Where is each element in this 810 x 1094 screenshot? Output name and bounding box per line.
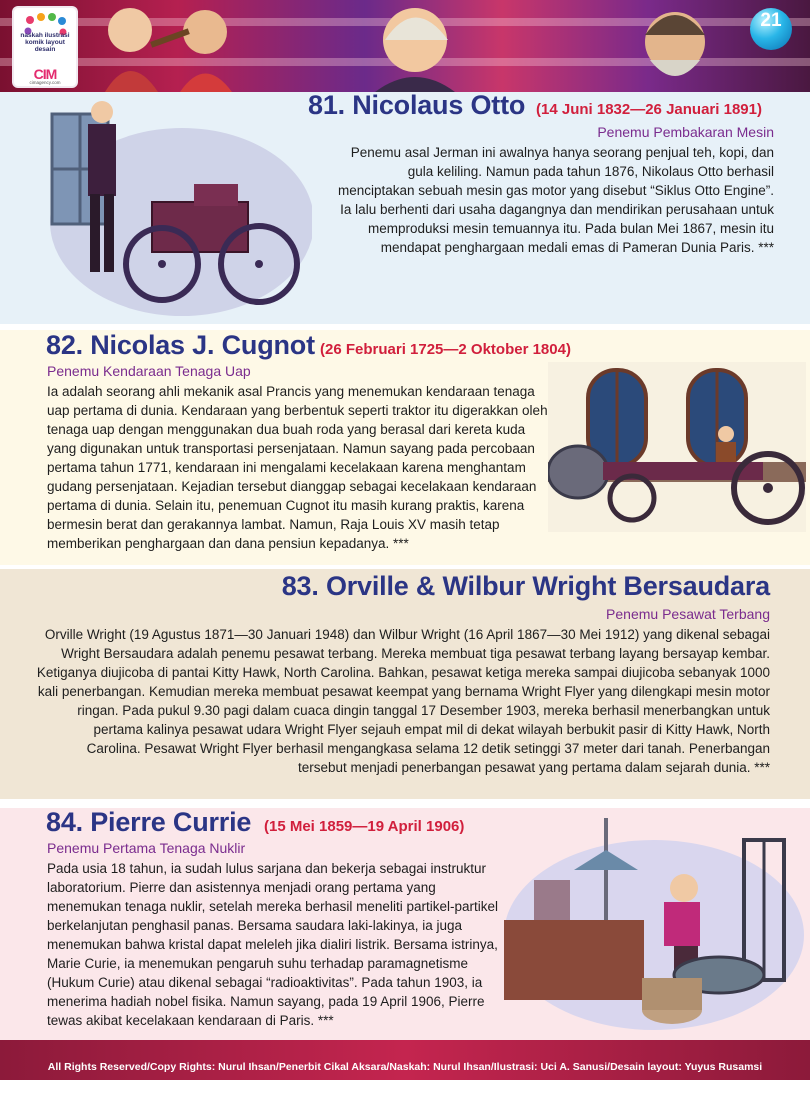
entry-subtitle: Penemu Pesawat Terbang	[606, 606, 770, 622]
entry-body: Orville Wright (19 Agustus 1871—30 Januari 1948) dan Wilbur Wright (16 April 1867—30 Mei 1912) yang dikenal sebagai Wright Bersaudara adalah penemu pesawat terbang. Mereka membuat tiga pesawat terbang layang bersayap kembar. Ketiganya diujicoba di pantai Kitty Hawk, North Carolina. Bahkan, pesawat ketiga mereka sampai diujicoba sebanyak 1000 kali penerbangan. Kemudian mereka membuat pesawat keempat yang bernama Wright Flyer yang dilengkapi mesin motor ringan. Pada pukul 9.30 pagi dalam cuaca dingin tanggal 17 Desember 1903, mereka berhasil menerbangkan untuk pertama kalinya pesawat udara Wright Flyer sejauh empat mil di dekat wilayah berbukit pasir di Kitty Hawk, North Carolina. Pesawat Wright Flyer berhasil mengangkasa selama 12 detik setinggi 37 meter dari tanah. Penerbangan tersebut menjadi penerbangan pesawat yang pertama dalam sejarah dunia. ***	[36, 627, 770, 775]
entry-dates: (14 Juni 1832—26 Januari 1891)	[536, 101, 762, 118]
publisher-logo	[14, 8, 76, 86]
entry-title: 82. Nicolas J. Cugnot	[46, 330, 315, 360]
top-banner	[0, 0, 810, 92]
entry-subtitle: Penemu Pertama Tenaga Nuklir	[47, 840, 246, 856]
entry-dates: (26 Februari 1725—2 Oktober 1804)	[320, 341, 571, 358]
entry-subtitle: Penemu Pembakaran Mesin	[597, 124, 774, 140]
banner-portraits-illustration	[0, 0, 810, 92]
footer-credits: All Rights Reserved/Copy Rights: Nurul Ihsan/Penerbit Cikal Aksara/Naskah: Nurul Ihsan/Ilustrasi: Uci A. Sanusi/Desain layout: Yuyus Rusamsi	[0, 1040, 810, 1080]
entry-dates: (15 Mei 1859—19 April 1906)	[264, 818, 465, 835]
logo-text: naskah ilustrasi komik layout desain	[20, 32, 70, 53]
otto-car-illustration	[44, 94, 312, 316]
entry-title: 81. Nicolaus Otto	[308, 90, 526, 120]
entry-83	[0, 569, 810, 799]
entry-82	[0, 330, 810, 565]
entry-body: Pada usia 18 tahun, ia sudah lulus sarjana dan bekerja sebagai instruktur laboratorium. Pierre dan asistennya menjadi orang pertama yang menemukan tenaga nuklir, setelah mereka berhasil meneliti partikel-partikel berkelanjutan penghasil panas. Bersama saudara laki-lakinya, ia juga menemukan bahwa kristal dapat meleleh jika dialiri listrik. Bersama istrinya, Marie Curie, ia menemukan pengaruh suhu terhadap paramagnetisme (Hukum Curie) atau dikenal sebagai “radioaktivitas”. Pada tahun 1903, ia menerima hadiah nobel fisika. Namun sayang, pada 19 April 1906, Pierre tewas akibat kecelakaan kendaraan di Paris. ***	[47, 861, 498, 1028]
entry-title: 83. Orville & Wilbur Wright Bersaudara	[281, 571, 770, 601]
curie-lab-illustration	[504, 810, 810, 1036]
entry-body: Ia adalah seorang ahli mekanik asal Prancis yang menemukan kendaraan tenaga uap pertama di dunia. Kendaraan yang berbentuk seperti traktor itu digerakkan oleh tenaga uap dengan menggunakan dua buah roda yang berasal dari kereta kuda yang digunakan untuk transportasi persenjataan. Namun sayang pada percobaan pertama tahun 1771, kendaraan ini mengalami kecelakaan karena menghantam gudang persenjataan. Kejadian tersebut dianggap sebagai kecelakaan kendaraan pertama di dunia. Selain itu, penemuan Cugnot itu masih kurang praktis, karena bermesin berat dan gerakannya lambat. Namun, Raja Louis XV masih tetap memberikan penghargaan dan dana pensiun kepadanya. ***	[47, 384, 548, 551]
entry-title: 84. Pierre Currie	[46, 807, 252, 837]
page-number: 21	[760, 10, 782, 31]
cugnot-steam-car-illustration	[548, 362, 806, 532]
entry-subtitle: Penemu Kendaraan Tenaga Uap	[47, 363, 251, 379]
page-number-badge	[750, 8, 792, 50]
logo-brand: CIM	[33, 66, 57, 82]
entry-body: Penemu asal Jerman ini awalnya hanya seorang penjual teh, kopi, dan gula keliling. Namun pada tahun 1876, Nikolaus Otto berhasil menciptakan sebuah mesin gas motor yang disebut “Siklus Otto Engine”. Ia lalu berhenti dari usaha dagangnya dan mendirikan perusahaan untuk memproduksi mesin temuannya itu. Pada bulan Mei 1867, mesin itu mendapat penghargaan medali emas di Pameran Dunia Paris. ***	[338, 145, 774, 255]
logo-url: cimagency.com	[29, 80, 61, 85]
entry-81	[0, 92, 810, 324]
entry-84	[0, 808, 810, 1040]
